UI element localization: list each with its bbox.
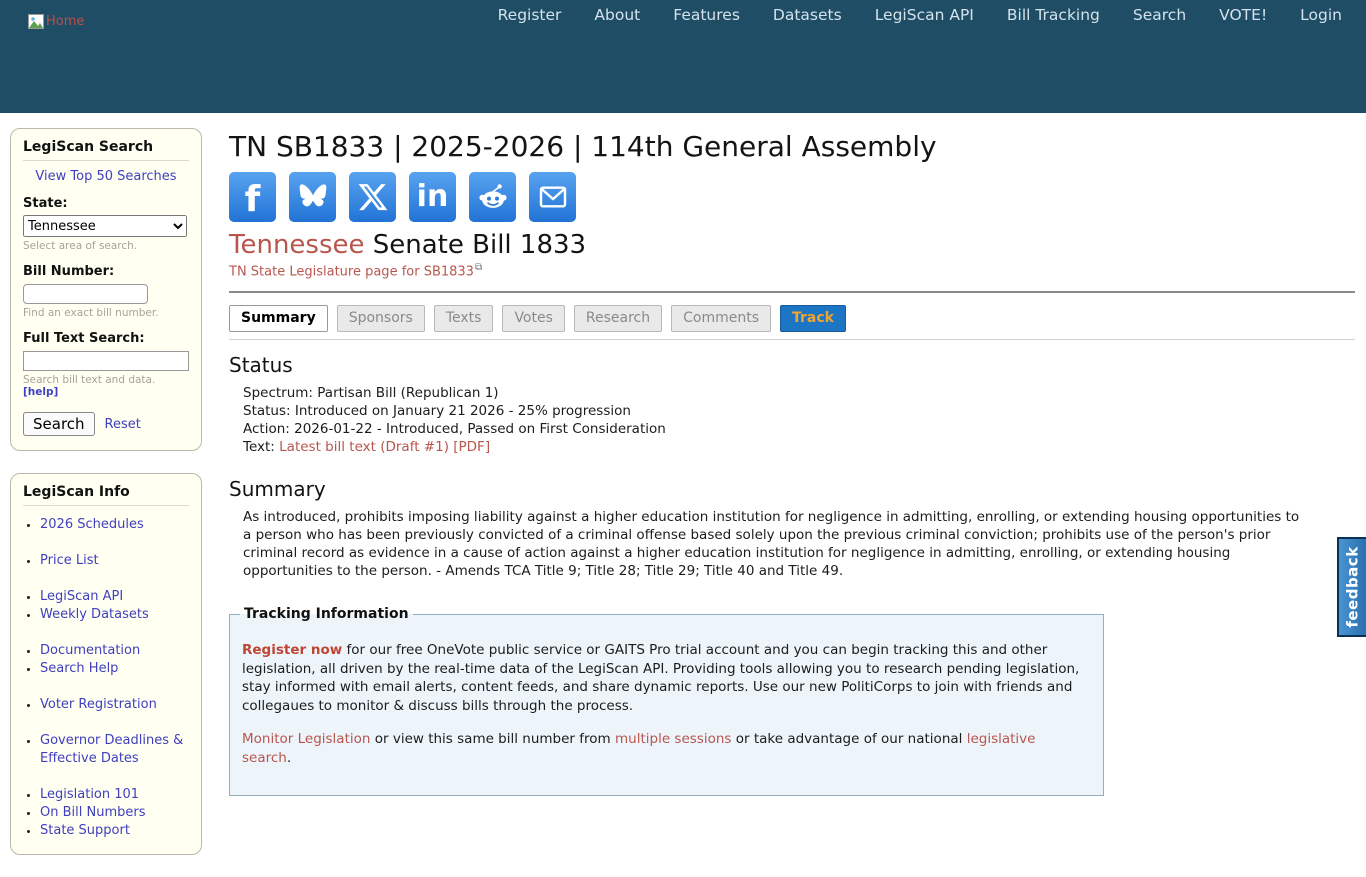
help-link[interactable]: [help] [23,386,59,398]
tab-summary[interactable]: Summary [229,305,328,332]
info-link-state-support[interactable]: State Support [40,823,130,838]
facebook-icon[interactable]: f [229,172,276,222]
bill-number-input[interactable] [23,284,148,304]
legiscan-info-box [10,473,202,855]
broken-image-icon [28,14,44,29]
full-text-search-input[interactable] [23,351,189,371]
info-link-on-bill-numbers[interactable]: On Bill Numbers [40,805,146,820]
feedback-label: feedback [1343,546,1362,628]
list-item [40,732,189,768]
list-item [40,588,189,606]
tabs-divider [229,339,1355,340]
status-progress: Status: Introduced on January 21 2026 - 25% progression [243,403,631,420]
email-icon[interactable] [529,172,576,222]
list-item [40,606,189,624]
bill-title-rest: Senate Bill 1833 [364,230,587,260]
feedback-tab[interactable] [1337,537,1366,637]
full-text-label: Full Text Search: [23,331,145,346]
state-legislature-page-link[interactable]: TN State Legislature page for SB1833 [229,264,474,280]
sidebar [10,128,202,877]
state-select[interactable] [23,215,187,237]
status-details [243,384,1355,456]
info-link-governor-deadlines[interactable]: Governor Deadlines & Effective Dates [40,733,184,766]
register-now-link[interactable]: Register now [242,642,343,659]
page-title: TN SB1833 | 2025-2026 | 114th General Assembly [229,130,937,163]
search-button[interactable]: Search [23,412,95,436]
x-twitter-icon[interactable] [349,172,396,222]
status-spectrum: Spectrum: Partisan Bill (Republican 1) [243,385,499,402]
share-icons-row [229,172,1355,222]
info-links-list [23,516,189,840]
tracking-legend: Tracking Information [244,606,409,623]
summary-heading: Summary [229,477,326,502]
list-item [40,822,189,840]
list-item [40,660,189,678]
bill-tabs [229,305,1355,332]
tab-texts[interactable]: Texts [434,305,494,332]
legislative-search-link[interactable]: legislative search [242,731,1036,766]
full-text-hint: Search bill text and data. [help] [23,374,156,398]
nav-vote[interactable]: VOTE! [1219,6,1268,24]
nav-bill-tracking[interactable]: Bill Tracking [1006,6,1100,24]
reset-link[interactable]: Reset [104,416,141,432]
home-label: Home [46,14,85,29]
tab-research[interactable]: Research [574,305,662,332]
info-link-schedules[interactable]: 2026 Schedules [40,517,144,532]
bill-state-link[interactable]: Tennessee [229,230,365,260]
list-item [40,552,189,570]
info-link-voter-registration[interactable]: Voter Registration [40,697,157,712]
tab-votes[interactable]: Votes [502,305,564,332]
info-link-documentation[interactable]: Documentation [40,643,141,658]
nav-features[interactable]: Features [673,6,740,24]
status-text-label: Text: [243,439,280,456]
status-heading: Status [229,353,293,378]
nav-register[interactable]: Register [497,6,562,24]
reddit-icon[interactable] [469,172,516,222]
section-divider [229,291,1355,293]
list-item [40,642,189,660]
multiple-sessions-link[interactable]: multiple sessions [615,731,732,748]
view-top-50-link[interactable]: View Top 50 Searches [35,169,177,184]
top-header [0,0,1366,113]
bill-number-hint: Find an exact bill number. [23,307,159,319]
info-link-price-list[interactable]: Price List [40,553,99,568]
tab-sponsors[interactable]: Sponsors [337,305,425,332]
top-navigation [498,0,1342,29]
nav-about[interactable]: About [594,6,641,24]
nav-search[interactable]: Search [1132,6,1187,24]
list-item [40,696,189,714]
nav-legiscan-api[interactable]: LegiScan API [874,6,974,24]
tab-comments[interactable]: Comments [671,305,771,332]
info-box-title: LegiScan Info [23,484,189,506]
status-text-row [243,438,1355,456]
monitor-legislation-link[interactable]: Monitor Legislation [242,731,371,748]
main-content [229,130,1355,796]
legiscan-search-box [10,128,202,451]
state-page-row [229,262,1355,279]
nav-datasets[interactable]: Datasets [772,6,842,24]
bill-title [229,230,1355,260]
info-link-legiscan-api[interactable]: LegiScan API [40,589,124,604]
state-hint: Select area of search. [23,240,138,252]
home-link[interactable] [28,14,84,29]
info-link-weekly-datasets[interactable]: Weekly Datasets [40,607,149,622]
info-link-search-help[interactable]: Search Help [40,661,119,676]
list-item [40,786,189,804]
linkedin-icon[interactable]: in [409,172,456,222]
status-action: Action: 2026-01-22 - Introduced, Passed on First Consideration [243,421,666,438]
list-item [40,804,189,822]
list-item [40,516,189,534]
tracking-paragraph-1: Register now for our free OneVote public service or GAITS Pro trial account and you can begin tracking this and other legislation, all driven by the real-time data of the LegiScan API. Providing tools allowing you to research pending legislation, stay informed with email alerts, content feeds, and share dynamic reports. Use our new PolitiCorps to join with friends and collegaues to monitor & discuss bills through the process. [242,642,1080,714]
search-box-title: LegiScan Search [23,139,189,161]
info-link-legislation-101[interactable]: Legislation 101 [40,787,140,802]
bill-number-label: Bill Number: [23,264,115,279]
bluesky-icon[interactable] [289,172,336,222]
external-link-icon: ⧉ [474,262,483,273]
summary-body: As introduced, prohibits imposing liability against a higher education institution for negligence in admitting, enrolling, or extending housing opportunities to a person who has been previously convicted of a criminal offense based solely upon the previous criminal conviction; prohibits use of the person's prior criminal record as evidence in a cause of action against a higher education institution for negligence in admitting, enrolling, or extending housing opportunities to the person. - Amends TCA Title 9; Title 28; Title 29; Title 40 and Title 49. [243,509,1300,580]
state-label: State: [23,196,68,211]
latest-bill-text-link[interactable]: Latest bill text (Draft #1) [PDF] [279,439,491,456]
nav-login[interactable]: Login [1300,6,1342,24]
tracking-paragraph-2: Monitor Legislation or view this same bill number from multiple sessions or take advantage of our national legislative search. [242,731,1036,766]
tab-track[interactable]: Track [780,305,846,332]
